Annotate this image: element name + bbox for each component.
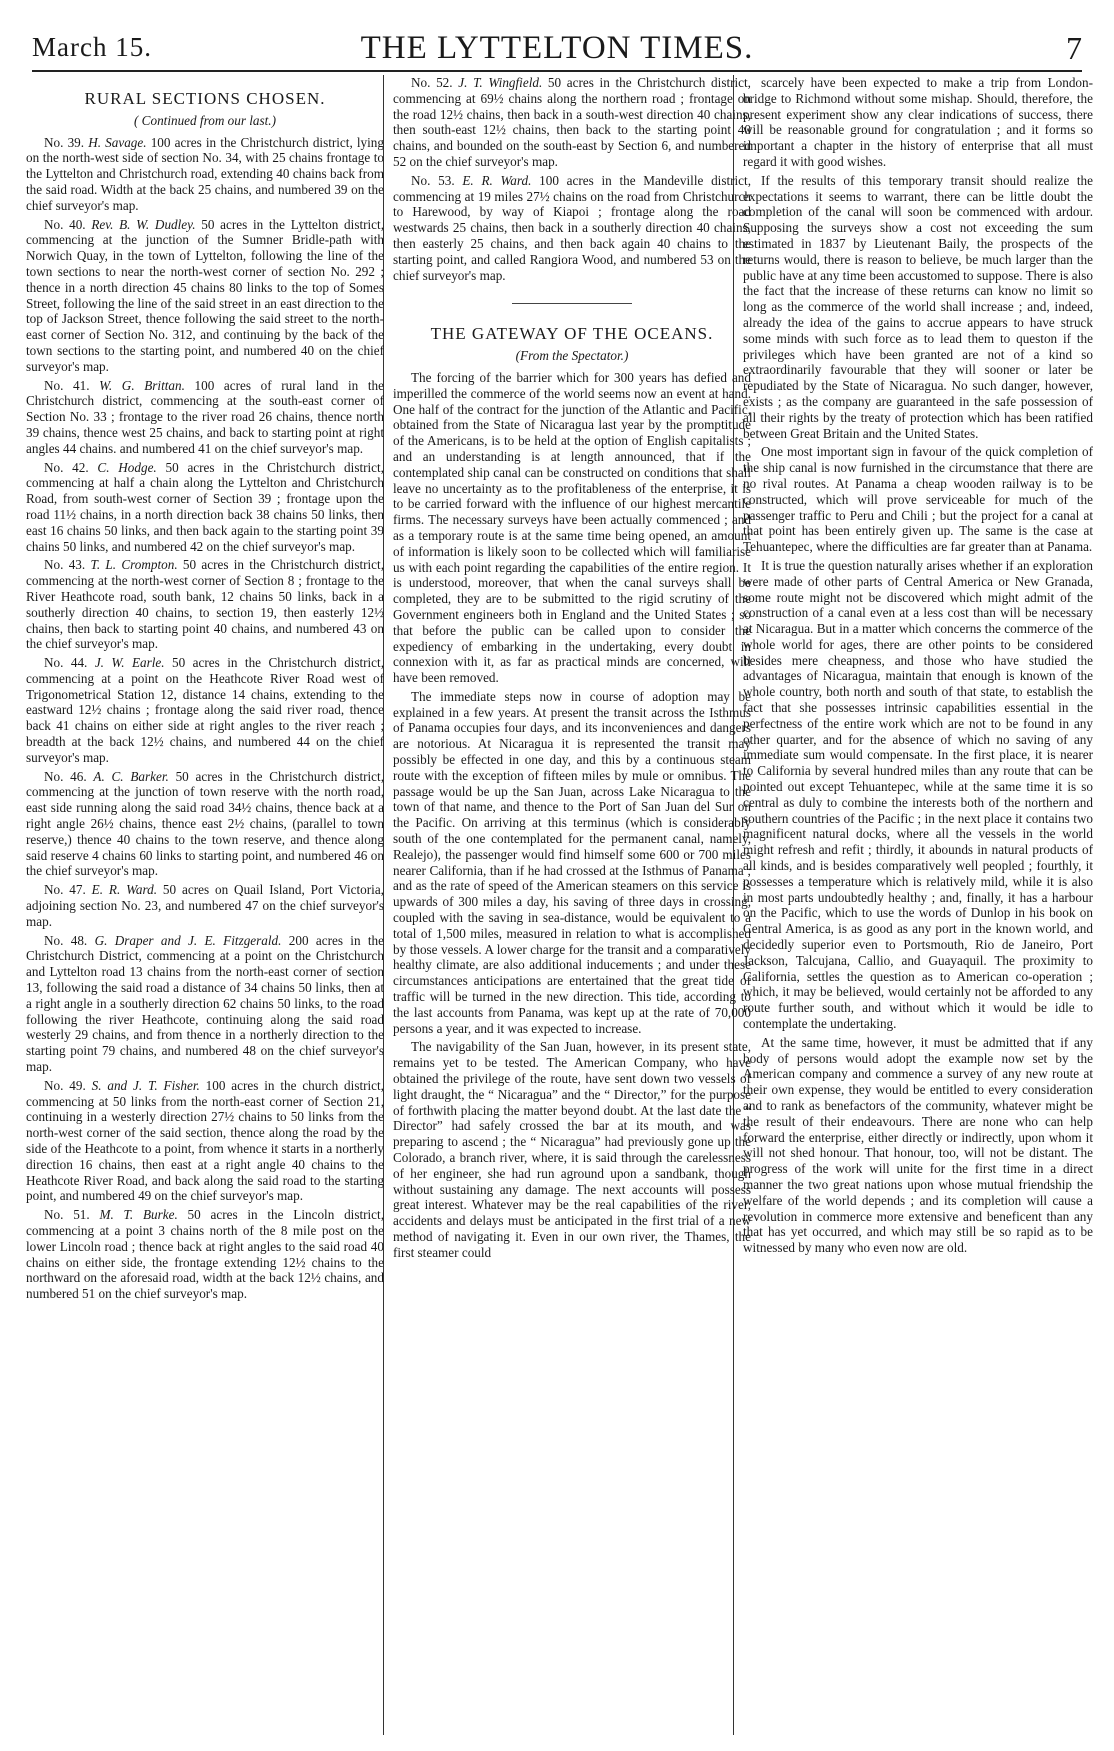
- article-subheading: (From the Spectator.): [515, 348, 629, 364]
- section-entry: [26, 217, 384, 375]
- masthead: [32, 30, 1082, 72]
- section-description: 50 acres in the Lincoln district, commencing at a point 3 chains north of the 8 mile post on the lower Lincoln road ; thence back at right angles to the said road 40 chains on either side, the frontage extending 12½ chains to the northward on the aforesaid road, width at the back 12½ chains, and numbered 51 on the chief surveyor's map.: [26, 1207, 384, 1302]
- section-owner: Rev. B. W. Dudley.: [91, 216, 196, 232]
- section-description: 50 acres in the Christchurch district, commencing at a point on the Heathcote River Road west of Trigonometrical Station 12, distance 14 chains, extending to the eastward 12½ chains ; frontage along the said river road, thence back 41 chains on either side at right angles to the river reach ; breadth at the back 12½ chains, and numbered 44 on the chief surveyor's map.: [26, 655, 384, 765]
- section-entry: [26, 655, 384, 766]
- section-description: 200 acres in the Christchurch District, commencing at a point on the Christchurch and Lyttelton road 13 chains from the north-east corner of section 13, following the said road a distance of 34 chains 50 links, then at a right angle in a southerly direction 62 chains 50 links, to the road following the river Heathcote, continuing along the said road westerly 29 chains, and from thence in a northerly direction to the starting point 79 chains, and numbered 48 on the chief surveyor's map.: [26, 932, 384, 1075]
- section-entry: [26, 378, 384, 457]
- section-number: No. 51.: [44, 1207, 100, 1223]
- section-divider: [512, 303, 632, 304]
- section-number: No. 48.: [44, 932, 95, 948]
- article-paragraph: At the same time, however, it must be admitted that if any body of persons would adopt the example now set by the American company and commence a survey of any new route at their own expense, they would be entitled to every consideration and to rank as benefactors of the community, whatever might be the result of their endeavours. There are none who can help forward the enterprise, either directly or indirectly, upon whom it will not shed honour. That honour, too, will not be distant. The progress of the work will unite for the first time in a direct manner the two great nations upon whose mutual friendship the welfare of the world depends ; and its completion will cause a revolution in commerce more extensive and beneficent than any that has yet occurred, and which may still be so rapid as to be witnessed by many who even now are old.: [743, 1034, 1093, 1256]
- article-subheading: ( Continued from our last.): [133, 112, 276, 128]
- gateway-article-body: [393, 370, 751, 1261]
- section-description: 50 acres in the Christchurch district, commencing at the junction of town reserve with the north road, east side running along the said road 34½ chains, thence back at a right angle 26½ chains, thence east 2½ chains, (parallel to town reserve,) thence 40 chains to the town reserve, and thence along said reserve 4 chains 60 links to starting point, and numbered 46 on the chief surveyor's map.: [26, 768, 384, 879]
- column-2: [393, 75, 751, 1735]
- column-3: [743, 75, 1093, 1735]
- section-description: 50 acres in the Lyttelton district, commencing at the junction of the Sumner Bridle-path with Norwich Quay, in the town of Lyttelton, following the line of the town sections to near the north-west corner of section No. 292 ; thence in a north direction 45 chains 80 links to the top of Somes Street, following the line of the said street in an east direction to the top of Jackson Street, thence following the said street to the north-east corner of Section No. 312, and continuing by the back of the town sections to the starting point, and numbered 40 on the chief surveyor's map.: [26, 216, 384, 374]
- section-entry: [26, 557, 384, 652]
- section-description: 100 acres of rural land in the Christchurch district, commencing at the south-east corner of Section No. 33 ; frontage to the river road 26 chains, thence north 39 chains, thence west 25 chains, and back to starting point at right angles 44 chains. and numbered 41 on the chief surveyor's map.: [26, 377, 384, 456]
- page-number: 7: [1066, 30, 1082, 66]
- section-number: No. 52.: [411, 75, 459, 90]
- section-owner: E. R. Ward.: [91, 882, 158, 898]
- section-number: No. 53.: [411, 172, 463, 188]
- article-paragraph: If the results of this temporary transit should realize the expectations it seems to warrant, there can be little doubt the completion of the canal will soon be commenced with ardour. Supposing the surveys show a cost not exceeding the sum estimated in 1837 by Lieutenant Baily, the prospects of the returns would, there is reason to believe, be much larger than the public have at any time been accustomed to suppose. There is also the fact that the increase of these returns can know no limit so long as the commerce of the world shall increase ; and, indeed, already the idea of the gains to accrue appears to have struck some minds with such force as to lead them to queston if the privileges which have been granted are not of a kind so extraordinarily favourable that they will sooner or later be repudiated by the State of Nicaragua. No such danger, however, exists ; as the company are guaranteed in the safe possession of all their rights by the treaty of protection which has been ratified between Great Britain and the United States.: [743, 172, 1093, 441]
- section-owner: G. Draper and J. E. Fitzgerald.: [94, 932, 282, 948]
- rural-sections-list: [26, 135, 384, 1302]
- section-entry: [26, 135, 384, 214]
- section-owner: W. G. Brittan.: [99, 377, 185, 393]
- section-owner: J. W. Earle.: [94, 655, 165, 671]
- section-owner: C. Hodge.: [97, 459, 157, 475]
- article-paragraph: It is true the question naturally arises whether if an exploration were made of other parts of Central America or New Granada, some route might not be discovered which might admit of the construction of a canal even at a less cost than will be necessary at Nicaragua. But in a matter which concerns the commerce of the whole world for ages, there are other points to be considered besides mere cheapness, and those who have studied the advantages of Nicaragua, maintain that enough is known of the whole country, both north and south of that state, to establish the fact that she possesses intrinsic capabilities essential in the perfectness of the entire work which are not to be found in any other quarter, and for the absence of which no saving of any immediate sum would compensate. In the first place, it is nearer to California by several hundred miles than any route that can be pointed out except Tehuantepec, while at the same time it is so central as duly to combine the interests both of the northern and southern countries of the Pacific ; in the next place it contains two magnificent natural docks, where all the vessels in the world might refresh and refit ; thirdly, it abounds in natural products of all kinds, and is besides comparatively well peopled ; fourthly, it possesses a temperature which is relatively mild, while it is also in most parts undoubtedly healthy ; and, finally, it has a harbour on the Pacific, which to use the words of Dunlop in his book on Central America, is as good as any port in the known world, and decidedly superior even to Portsmouth, Rio de Janeiro, Port Jackson, Talcujana, Callio, and Guayaquil. The proximity to California, settles the question as to American co-operation ; which, it may be believed, would certainly not be afforded to any route further south, and without which it would be idle to contemplate the undertaking.: [743, 557, 1093, 1032]
- section-number: No. 39.: [44, 134, 89, 150]
- issue-date: March 15.: [32, 32, 152, 62]
- article-paragraph: One most important sign in favour of the quick completion of the ship canal is now furnished in the circumstance that there are no rival routes. At Panama a cheap wooden railway is to be constructed, which will prove serviceable for much of the passenger traffic to Peru and Chili ; but the project for a canal at that point has been entirely given up. The same is the case at Tehuantepec, where the difficulties are far greater than at Panama.: [743, 444, 1093, 555]
- section-number: No. 43.: [44, 557, 91, 573]
- gateway-article-body-continued: [743, 75, 1093, 1256]
- article-heading: THE GATEWAY OF THE OCEANS.: [430, 324, 714, 344]
- article-heading: RURAL SECTIONS CHOSEN.: [84, 89, 326, 108]
- section-description: 50 acres in the Christchurch district, commencing at 69½ chains along the northern road ; frontage on the road 12½ chains, then back in a south-west direction 40 chains, then south-east 12½ chains, then back to the starting point 40 chains, and bounded on the south-east by Section 6, and numbered 52 on the chief surveyor's map.: [393, 75, 751, 169]
- section-description: 100 acres in the church district, commencing at 50 links from the north-east corner of Section 21, continuing in a westerly direction 27½ chains to 50 links from the north-west corner of the said section, thence along the road by the side of the Heathcote to a point, from whence it starts in a northerly direction 16 chains, then east at a right angle 40 chains to the Heathcote River Road, and back along the said road to the starting point, and numbered 49 on the chief surveyor's map.: [26, 1077, 384, 1204]
- section-owner: M. T. Burke.: [99, 1207, 178, 1223]
- rural-sections-list-continued: [393, 75, 751, 283]
- section-description: 50 acres in the Christchurch district, commencing at half a chain along the Lyttelton and Christchurch Road, from south-west corner of Section 39 ; frontage upon the road 11½ chains, in a north direction back 38 chains 50 links, then east 16 chains 50 links, and then back again to the starting point 39 chains 50 links, and numbered 42 on the chief surveyor's map.: [26, 459, 384, 554]
- section-entry: [26, 1078, 384, 1204]
- section-owner: E. R. Ward.: [462, 172, 532, 188]
- section-number: No. 42.: [44, 459, 98, 475]
- section-description: 100 acres in the Mandeville district, commencing at 19 miles 27½ chains on the road from Christchurch to Harewood, by way of Kiapoi ; frontage along the road westwards 25 chains, then back in a southerly direction 40 chains, then easterly 25 chains, and then back again 40 chains to the starting point, and called Rangiora Wood, and numbered 53 on the chief surveyor's map.: [393, 172, 751, 283]
- section-owner: J. T. Wingfield.: [458, 75, 543, 90]
- section-description: 100 acres in the Christchurch district, lying on the north-west side of section No. 34, with 25 chains frontage to the Lyttelton and Christchurch road, extending 40 chains back from the said road. Width at the back 25 chains, and numbered 39 on the chief surveyor's map.: [26, 134, 384, 213]
- section-entry: [393, 173, 751, 284]
- column-1: [26, 75, 384, 1735]
- section-entry: [26, 769, 384, 880]
- article-paragraph: The immediate steps now in course of adoption may be explained in a few years. At present the transit across the Isthmus of Panama occupies four days, and its inconveniences and dangers are notorious. At Nicaragua it is represented the transit may possibly be effected in one day, and this by a continuous steam route with the exception of fifteen miles by mule or omnibus. The passage would be up the San Juan, across Lake Nicaragua to the town of that name, and thence to the Port of San Juan del Sur on the Pacific. On arriving at this terminus (which is considerably south of the one contemplated for the permanent canal, namely, Realejo), the passenger would find himself some 600 or 700 miles nearer California, than if he had crossed at the Isthmus of Panama ; and as the rate of speed of the American steamers on this service is upwards of 300 miles a day, his saving of three days in crossing, coupled with the saving in sea-distance, would be equivalent to a total of 1,500 miles, measured in relation to what is accomplished by those vessels. A lower charge for the transit and a comparatively healthy climate, are also additional inducements ; and under these circumstances anticipations are entertained that the great tide of traffic will be turned in the new direction. This tide, according to the last accounts from Panama, was kept up at the rate of 70,000 persons a year, and it was expected to increase.: [393, 688, 751, 1036]
- section-owner: A. C. Barker.: [93, 768, 169, 784]
- section-entry: [393, 75, 751, 170]
- section-number: No. 40.: [44, 216, 92, 232]
- section-entry: [26, 1207, 384, 1302]
- section-owner: H. Savage.: [88, 134, 147, 150]
- section-entry: [26, 882, 384, 929]
- newspaper-title: THE LYTTELTON TIMES.: [360, 30, 754, 66]
- section-description: 50 acres on Quail Island, Port Victoria, adjoining section No. 23, and numbered 47 on the chief surveyor's map.: [26, 882, 384, 929]
- article-paragraph: The forcing of the barrier which for 300 years has defied and imperilled the commerce of the world seems now an event at hand. One half of the contract for the junction of the Atlantic and Pacific, obtained from the State of Nicaragua last year by the promptitude of the Americans, is to be held at the option of English capitalists ; and an understanding is at length announced, that if the contemplated ship canal can be constructed on conditions that shall leave no uncertainty as to the profitableness of the enterprise, it is to be carried forward with the influence of our highest mercantile firms. The necessary surveys have been actually commenced ; and as a temporary route is at the same time being opened, an amount of information is likely soon to be collected which will familiarise us with each point regarding the capabilities of the entire region. It is understood, moreover, that when the canal surveys shall be completed, they are to be submitted to the rigid scrutiny of the Government engineers both in England and the United States ; so that before the public can be called upon to consider the expediency of embarking in the undertaking, every doubt in connexion with it, as far as practical minds are concerned, will have been removed.: [393, 369, 751, 686]
- section-number: No. 44.: [44, 655, 95, 671]
- section-number: No. 46.: [44, 768, 94, 784]
- section-description: 50 acres in the Christchurch district, commencing at the north-west corner of Section 8 ; frontage to the River Heathcote road, south bank, 12 chains 50 links, back in a southerly direction 40 chains, to section 19, then easterly 12½ chains, then back to starting point 40 chains, and numbered 43 on the chief surveyor's map.: [26, 557, 384, 652]
- section-owner: T. L. Crompton.: [90, 557, 178, 573]
- section-entry: [26, 933, 384, 1075]
- section-entry: [26, 460, 384, 555]
- section-number: No. 49.: [44, 1077, 92, 1093]
- section-number: No. 41.: [44, 377, 100, 393]
- section-number: No. 47.: [44, 882, 92, 898]
- article-paragraph: The navigability of the San Juan, however, in its present state, remains yet to be tested. The American Company, who have obtained the privilege of the route, have sent down two vessels of light draught, the “ Nicaragua” and the “ Director,” for the purpose of forthwith placing the matter beyond doubt. At the last date the “ Director” had safely crossed the bar at its mouth, and was preparing to ascend ; the “ Nicaragua” had previously gone up the Colorado, a branch river, where, it is said through the carelessness of her engineer, she had run aground upon a sandbank, though without sustaining any damage. The next accounts will possess great interest. Whatever may be the real capabilities of the river, accidents and delays must be anticipated in the first trial of a new method of navigating it. Even in our own river, the Thames, the first steamer could: [393, 1039, 751, 1260]
- article-paragraph: scarcely have been expected to make a trip from London-bridge to Richmond without some mishap. Should, therefore, the present experiment show any clear indications of success, there will be reasonable ground for congratulation ; and it forms so important a chapter in the history of enterprise that all must regard it with good wishes.: [743, 75, 1093, 169]
- section-owner: S. and J. T. Fisher.: [91, 1077, 200, 1093]
